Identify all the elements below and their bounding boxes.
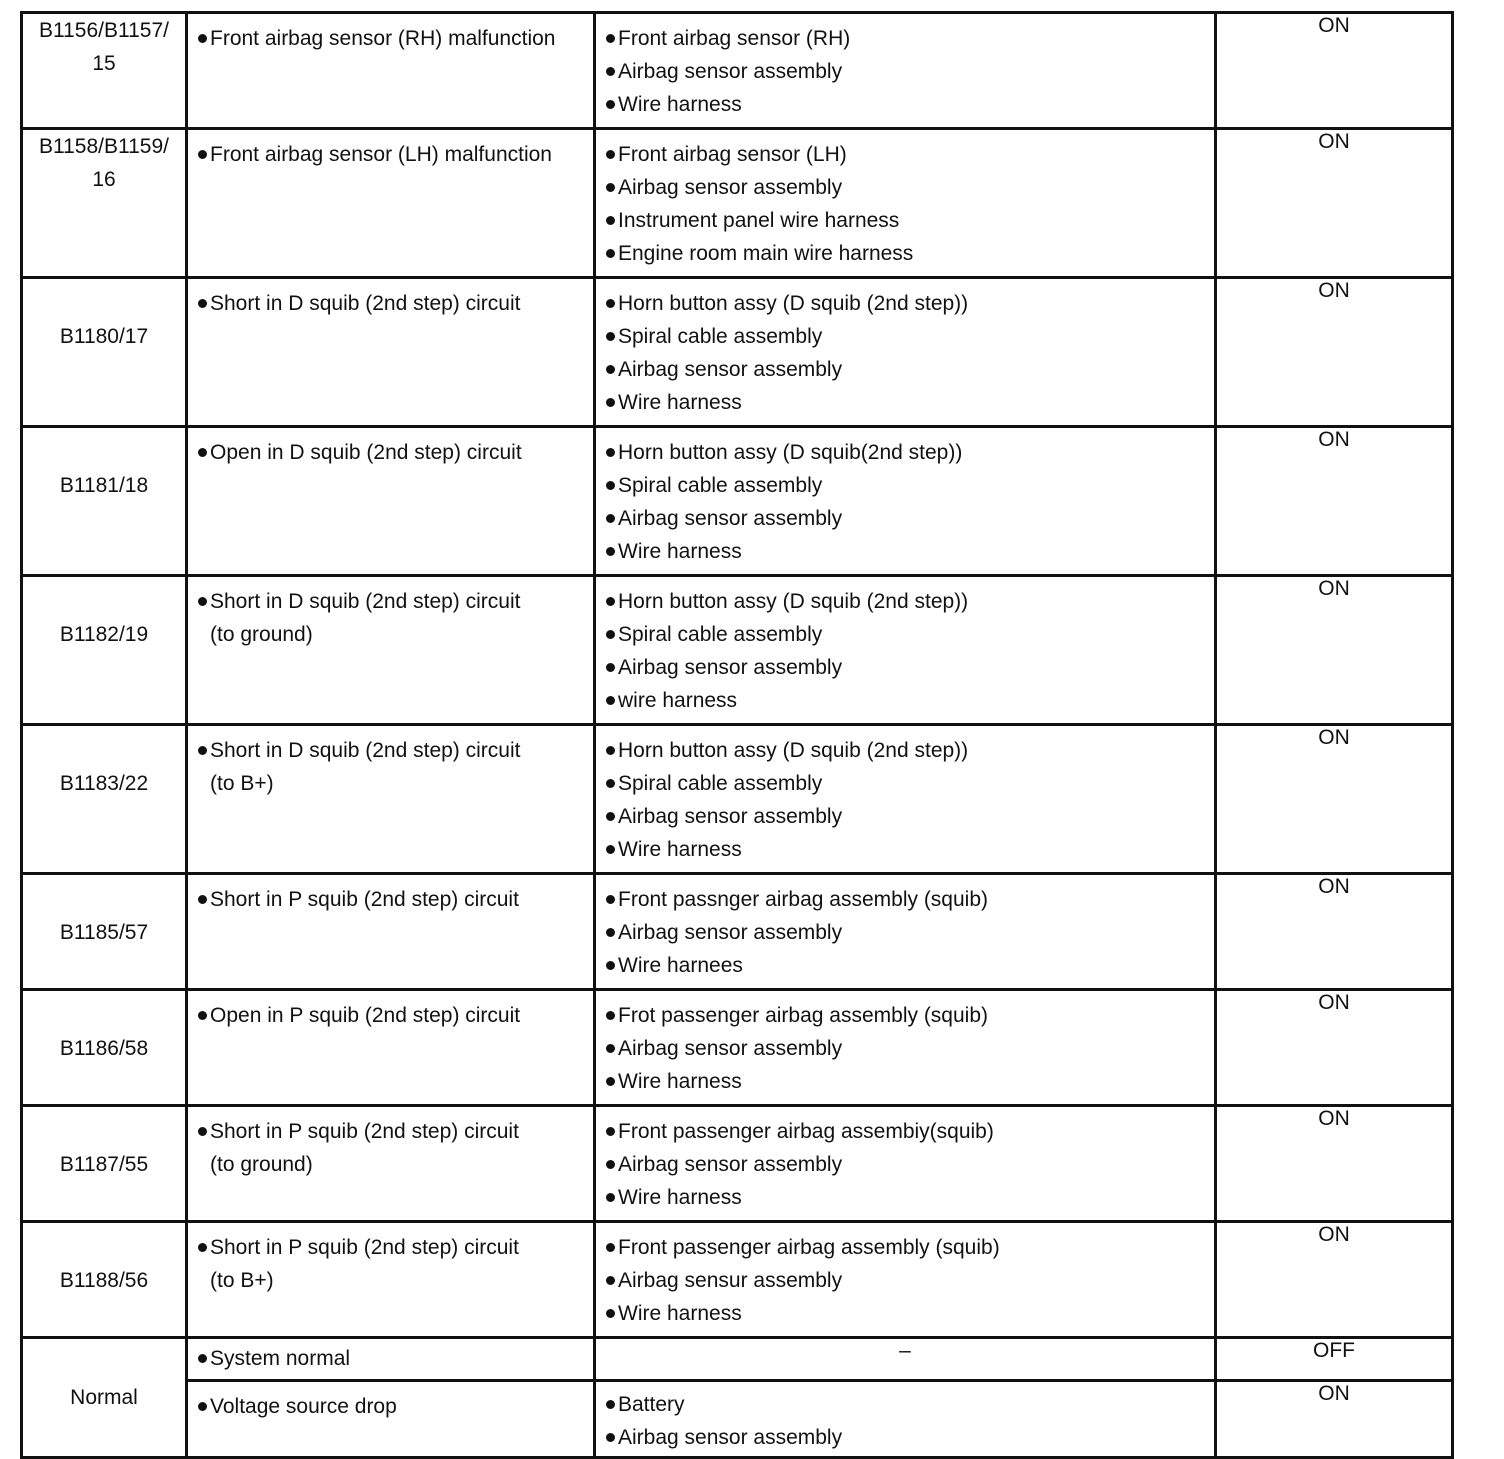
table-row: [22, 874, 1453, 990]
trouble-area-cell: [595, 990, 1216, 1106]
rows.4.areas-text: Horn button assy (D squib (2nd step)): [618, 590, 969, 613]
rows.6.areas-line: [606, 883, 1214, 916]
rows.4.areas-line: [606, 618, 1214, 651]
table-row: [22, 1222, 1453, 1338]
bullet-icon: [198, 1354, 207, 1363]
trouble-area-cell: –: [595, 1338, 1216, 1381]
rows.6.areas-content: [596, 875, 1214, 988]
rows.4.areas-line: [606, 651, 1214, 684]
bullet-icon: [198, 1243, 207, 1252]
rows.0.areas-text: Wire harness: [618, 93, 742, 116]
rows.5.trouble-text: Short in D squib (2nd step) circuit: [210, 739, 521, 762]
warning-light-state: ON: [1216, 576, 1453, 725]
rows.4.trouble-content: [188, 577, 593, 657]
detection-item-cell: [187, 129, 595, 278]
bullet-icon: [606, 928, 615, 937]
rows.9.trouble-line: [198, 1264, 593, 1297]
rows.2.trouble-line: [198, 287, 593, 320]
bullet-icon: [606, 746, 615, 755]
rows.4.trouble-text: Short in D squib (2nd step) circuit: [210, 590, 521, 613]
detection-item-cell: [187, 278, 595, 427]
bullet-icon: [606, 961, 615, 970]
rows.5.trouble-line: [198, 767, 593, 800]
rows.8.trouble-text: (to ground): [210, 1153, 313, 1176]
rows.2.areas-line: [606, 320, 1214, 353]
rows.2.areas-content: [596, 279, 1214, 425]
trouble-area-cell: [595, 129, 1216, 278]
rows.2.areas-line: [606, 287, 1214, 320]
rows.3.trouble-text: Open in D squib (2nd step) circuit: [210, 441, 522, 464]
rows.1.trouble-line: [198, 138, 593, 171]
bullet-icon: [606, 299, 615, 308]
rows.4.trouble-line: [198, 618, 593, 651]
dtc-code: 16: [92, 168, 116, 191]
dtc-code-cell: [22, 990, 187, 1106]
rows.5.areas-text: Spiral cable assembly: [618, 772, 823, 795]
bullet-icon: [606, 1077, 615, 1086]
dtc-code-cell: [22, 13, 187, 129]
warning-light-state: ON: [1216, 13, 1453, 129]
dtc-code: B1188/56: [59, 1269, 149, 1292]
warning-light-state: ON: [1216, 1381, 1453, 1458]
rows.9.trouble-line: [198, 1231, 593, 1264]
rows.3.areas-line: [606, 535, 1214, 568]
bullet-icon: [606, 1044, 615, 1053]
rows.9.areas-text: Wire harness: [618, 1302, 742, 1325]
bullet-icon: [198, 1011, 207, 1020]
rows.8.trouble-line: [198, 1148, 593, 1181]
warning-light-state: ON: [1216, 427, 1453, 576]
rows.3.areas-text: Spiral cable assembly: [618, 474, 823, 497]
table-row-normal: [22, 1381, 1453, 1458]
dtc-code-cell: [22, 1106, 187, 1222]
rows.9.areas-text: Airbag sensur assembly: [618, 1269, 843, 1292]
normal.sub.1.areas-content: [596, 1382, 1214, 1456]
detection-item-cell: [187, 990, 595, 1106]
table-row: [22, 129, 1453, 278]
rows.1.areas-line: [606, 138, 1214, 171]
rows.9.areas-line: [606, 1231, 1214, 1264]
rows.3.trouble-line: [198, 436, 593, 469]
rows.2.areas-text: Spiral cable assembly: [618, 325, 823, 348]
table-row-normal: [22, 1338, 1453, 1381]
detection-item-cell: [187, 13, 595, 129]
detection-item-cell: [187, 576, 595, 725]
bullet-icon: [606, 183, 615, 192]
bullet-icon: [198, 34, 207, 43]
rows.1.areas-text: Engine room main wire harness: [618, 242, 914, 265]
rows.3.areas-line: [606, 436, 1214, 469]
rows.8.areas-line: [606, 1115, 1214, 1148]
rows.3.areas-content: [596, 428, 1214, 574]
warning-light-state: ON: [1216, 874, 1453, 990]
rows.4.areas-text: wire harness: [618, 689, 738, 712]
bullet-icon: [606, 332, 615, 341]
bullet-icon: [606, 1433, 615, 1442]
rows.6.trouble-content: [188, 875, 593, 922]
rows.2.areas-text: Airbag sensor assembly: [618, 358, 843, 381]
trouble-area-cell: [595, 13, 1216, 129]
rows.9.trouble-content: [188, 1223, 593, 1303]
rows.0.areas-line: [606, 88, 1214, 121]
detection-item-cell: [187, 725, 595, 874]
rows.5.areas-line: [606, 833, 1214, 866]
trouble-area-cell: [595, 874, 1216, 990]
table-row: [22, 427, 1453, 576]
bullet-icon: [198, 746, 207, 755]
bullet-icon: [606, 398, 615, 407]
bullet-icon: [606, 630, 615, 639]
rows.5.trouble-text: (to B+): [210, 772, 274, 795]
rows.1.trouble-content: [188, 130, 593, 177]
rows.0.trouble-text: Front airbag sensor (RH) malfunction: [210, 27, 556, 50]
normal.sub.1.trouble-line: [198, 1390, 593, 1423]
dtc-code-cell: [22, 576, 187, 725]
rows.1.areas-text: Instrument panel wire harness: [618, 209, 900, 232]
rows.4.areas-line: [606, 585, 1214, 618]
normal.sub.1.trouble-content: [188, 1382, 593, 1429]
bullet-icon: [606, 216, 615, 225]
bullet-icon: [606, 1400, 615, 1409]
rows.8.areas-text: Front passenger airbag assembiy(squib): [618, 1120, 994, 1143]
dtc-code: B1158/B1159/: [39, 135, 169, 158]
bullet-icon: [606, 1193, 615, 1202]
bullet-icon: [606, 1160, 615, 1169]
dtc-code-cell: [22, 725, 187, 874]
rows.3.areas-text: Wire harness: [618, 540, 742, 563]
bullet-icon: [606, 1011, 615, 1020]
rows.2.areas-line: [606, 353, 1214, 386]
bullet-icon: [606, 779, 615, 788]
warning-light-state: OFF: [1216, 1338, 1453, 1381]
dtc-code: B1181/18: [59, 474, 149, 497]
rows.6.areas-text: Front passnger airbag assembly (squib): [618, 888, 989, 911]
bullet-icon: [606, 696, 615, 705]
warning-light-state: ON: [1216, 1106, 1453, 1222]
dtc-code: B1182/19: [59, 623, 149, 646]
rows.9.areas-content: [596, 1223, 1214, 1336]
bullet-icon: [606, 365, 615, 374]
rows.8.trouble-text: Short in P squib (2nd step) circuit: [210, 1120, 519, 1143]
table-row: [22, 278, 1453, 427]
warning-light-state: ON: [1216, 725, 1453, 874]
bullet-icon: [606, 895, 615, 904]
detection-item-cell: [187, 427, 595, 576]
dtc-code: B1185/57: [59, 921, 149, 944]
bullet-icon: [606, 1309, 615, 1318]
dtc-code: B1187/55: [59, 1153, 149, 1176]
rows.6.areas-text: Wire harnees: [618, 954, 743, 977]
dtc-table-body: [22, 13, 1453, 1458]
bullet-icon: [606, 1127, 615, 1136]
rows.1.areas-text: Front airbag sensor (LH): [618, 143, 847, 166]
rows.8.areas-line: [606, 1148, 1214, 1181]
dtc-code-cell: [22, 427, 187, 576]
rows.8.areas-content: [596, 1107, 1214, 1220]
rows.7.areas-text: Frot passenger airbag assembly (squib): [618, 1004, 989, 1027]
rows.2.areas-line: [606, 386, 1214, 419]
rows.3.areas-line: [606, 502, 1214, 535]
bullet-icon: [606, 845, 615, 854]
rows.7.areas-line: [606, 999, 1214, 1032]
trouble-area-cell: [595, 427, 1216, 576]
dtc-code: Normal: [70, 1386, 138, 1409]
normal.sub.1.areas-text: Airbag sensor assembly: [618, 1426, 843, 1449]
warning-light-state: ON: [1216, 278, 1453, 427]
warning-light-state: ON: [1216, 990, 1453, 1106]
bullet-icon: [606, 481, 615, 490]
table-row: [22, 725, 1453, 874]
rows.0.areas-text: Front airbag sensor (RH): [618, 27, 851, 50]
bullet-icon: [606, 514, 615, 523]
bullet-icon: [198, 448, 207, 457]
rows.8.areas-line: [606, 1181, 1214, 1214]
rows.0.trouble-content: [188, 14, 593, 61]
rows.1.trouble-text: Front airbag sensor (LH) malfunction: [210, 143, 552, 166]
bullet-icon: [606, 1243, 615, 1252]
warning-light-state: ON: [1216, 1222, 1453, 1338]
rows.7.areas-text: Wire harness: [618, 1070, 742, 1093]
rows.3.areas-text: Airbag sensor assembly: [618, 507, 843, 530]
trouble-area-cell: [595, 278, 1216, 427]
warning-light-state: ON: [1216, 129, 1453, 278]
rows.7.trouble-line: [198, 999, 593, 1032]
detection-item-cell: [187, 1338, 595, 1381]
rows.0.trouble-line: [198, 22, 593, 55]
rows.3.trouble-content: [188, 428, 593, 475]
normal.sub.1.trouble-text: Voltage source drop: [210, 1395, 397, 1418]
rows.4.trouble-line: [198, 585, 593, 618]
trouble-area-cell: [595, 1381, 1216, 1458]
normal.sub.1.areas-text: Battery: [618, 1393, 685, 1416]
rows.4.areas-content: [596, 577, 1214, 723]
bullet-icon: [606, 1276, 615, 1285]
rows.8.areas-text: Wire harness: [618, 1186, 742, 1209]
rows.1.areas-content: [596, 130, 1214, 276]
rows.8.areas-text: Airbag sensor assembly: [618, 1153, 843, 1176]
table-row: [22, 990, 1453, 1106]
rows.0.areas-line: [606, 55, 1214, 88]
table-row: [22, 13, 1453, 129]
dtc-code: B1186/58: [59, 1037, 149, 1060]
rows.5.areas-line: [606, 800, 1214, 833]
rows.7.trouble-content: [188, 991, 593, 1038]
normal.sub.1.areas-line: [606, 1388, 1214, 1421]
rows.4.areas-text: Spiral cable assembly: [618, 623, 823, 646]
rows.0.areas-text: Airbag sensor assembly: [618, 60, 843, 83]
detection-item-cell: [187, 1106, 595, 1222]
bullet-icon: [606, 448, 615, 457]
rows.6.trouble-text: Short in P squib (2nd step) circuit: [210, 888, 519, 911]
normal.sub.1.areas-line: [606, 1421, 1214, 1454]
dtc-code: B1180/17: [59, 325, 149, 348]
dtc-code: 15: [92, 52, 116, 75]
rows.5.areas-line: [606, 767, 1214, 800]
rows.1.areas-line: [606, 237, 1214, 270]
rows.7.trouble-text: Open in P squib (2nd step) circuit: [210, 1004, 521, 1027]
rows.5.areas-line: [606, 734, 1214, 767]
rows.6.trouble-line: [198, 883, 593, 916]
rows.2.trouble-text: Short in D squib (2nd step) circuit: [210, 292, 521, 315]
rows.2.areas-text: Wire harness: [618, 391, 742, 414]
table-row: [22, 576, 1453, 725]
rows.5.areas-text: Airbag sensor assembly: [618, 805, 843, 828]
normal.sub.0.trouble-line: [198, 1342, 593, 1375]
dtc-code-cell: [22, 1338, 187, 1458]
bullet-icon: [198, 1127, 207, 1136]
trouble-area-cell: [595, 576, 1216, 725]
bullet-icon: [606, 100, 615, 109]
rows.0.areas-line: [606, 22, 1214, 55]
rows.7.areas-content: [596, 991, 1214, 1104]
rows.3.areas-text: Horn button assy (D squib(2nd step)): [618, 441, 963, 464]
rows.5.areas-text: Wire harness: [618, 838, 742, 861]
rows.8.trouble-content: [188, 1107, 593, 1187]
table-row: [22, 1106, 1453, 1222]
dtc-code: B1183/22: [59, 772, 149, 795]
bullet-icon: [606, 34, 615, 43]
trouble-area-cell: [595, 1106, 1216, 1222]
rows.7.areas-text: Airbag sensor assembly: [618, 1037, 843, 1060]
dtc-table: [20, 11, 1454, 1459]
bullet-icon: [606, 67, 615, 76]
rows.9.trouble-text: (to B+): [210, 1269, 274, 1292]
rows.5.trouble-content: [188, 726, 593, 806]
dtc-code-cell: [22, 1222, 187, 1338]
rows.2.trouble-content: [188, 279, 593, 326]
bullet-icon: [198, 895, 207, 904]
rows.4.areas-line: [606, 684, 1214, 717]
dtc-code-cell: [22, 874, 187, 990]
rows.7.areas-line: [606, 1065, 1214, 1098]
bullet-icon: [606, 150, 615, 159]
rows.8.trouble-line: [198, 1115, 593, 1148]
dtc-code-cell: [22, 129, 187, 278]
trouble-area-cell: [595, 1222, 1216, 1338]
rows.4.areas-text: Airbag sensor assembly: [618, 656, 843, 679]
bullet-icon: [198, 150, 207, 159]
rows.1.areas-text: Airbag sensor assembly: [618, 176, 843, 199]
rows.9.areas-line: [606, 1264, 1214, 1297]
detection-item-cell: [187, 874, 595, 990]
detection-item-cell: [187, 1381, 595, 1458]
rows.3.areas-line: [606, 469, 1214, 502]
bullet-icon: [606, 663, 615, 672]
rows.9.areas-line: [606, 1297, 1214, 1330]
rows.1.areas-line: [606, 204, 1214, 237]
bullet-icon: [606, 597, 615, 606]
trouble-area-cell: [595, 725, 1216, 874]
rows.2.areas-text: Horn button assy (D squib (2nd step)): [618, 292, 969, 315]
normal.sub.0.trouble-text: System normal: [210, 1347, 351, 1370]
bullet-icon: [198, 299, 207, 308]
dtc-code: B1156/B1157/: [39, 19, 169, 42]
rows.4.trouble-text: (to ground): [210, 623, 313, 646]
normal.sub.0.trouble-content: [188, 1339, 593, 1378]
rows.0.areas-content: [596, 14, 1214, 127]
bullet-icon: [198, 1402, 207, 1411]
rows.6.areas-line: [606, 916, 1214, 949]
rows.7.areas-line: [606, 1032, 1214, 1065]
dtc-code-cell: [22, 278, 187, 427]
rows.5.areas-text: Horn button assy (D squib (2nd step)): [618, 739, 969, 762]
rows.9.areas-text: Front passenger airbag assembly (squib): [618, 1236, 1000, 1259]
bullet-icon: [606, 812, 615, 821]
rows.1.areas-line: [606, 171, 1214, 204]
bullet-icon: [606, 547, 615, 556]
rows.6.areas-line: [606, 949, 1214, 982]
bullet-icon: [198, 597, 207, 606]
rows.6.areas-text: Airbag sensor assembly: [618, 921, 843, 944]
rows.5.trouble-line: [198, 734, 593, 767]
rows.9.trouble-text: Short in P squib (2nd step) circuit: [210, 1236, 519, 1259]
rows.5.areas-content: [596, 726, 1214, 872]
detection-item-cell: [187, 1222, 595, 1338]
bullet-icon: [606, 249, 615, 258]
